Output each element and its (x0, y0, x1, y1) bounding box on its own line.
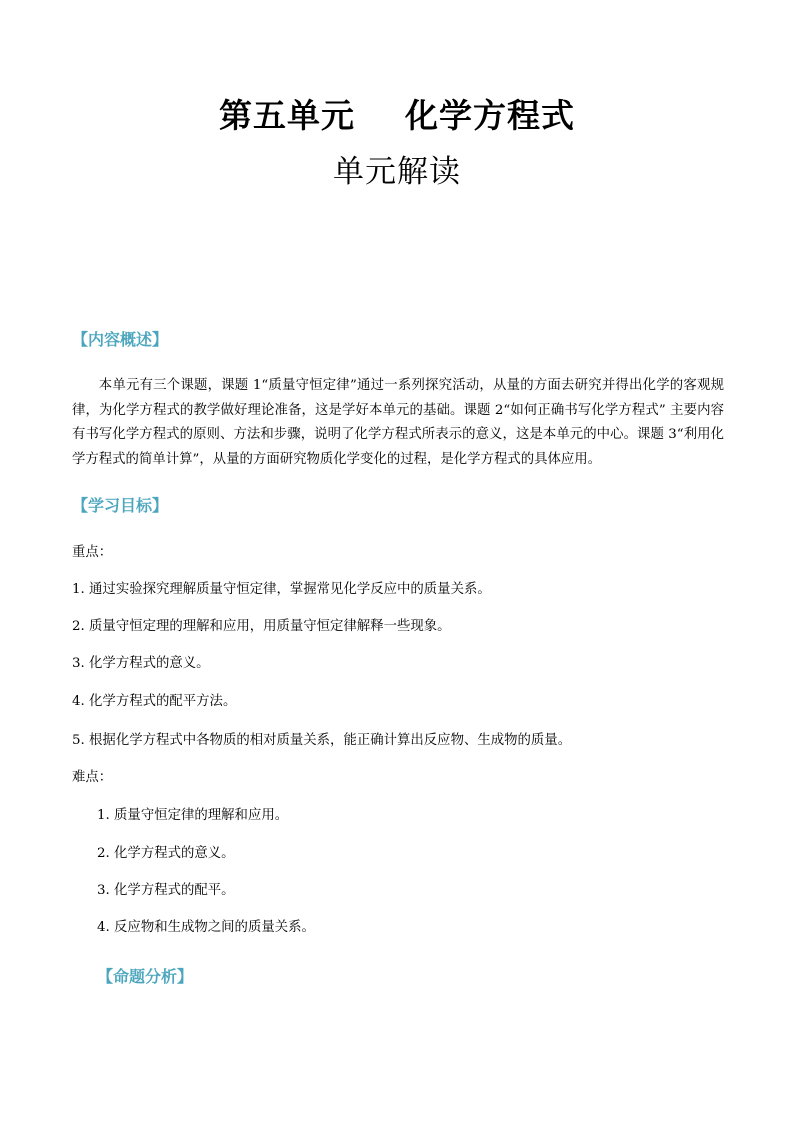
document-subtitle: 单元解读 (333, 154, 461, 190)
section-heading-analysis: 【命题分析】 (97, 967, 194, 986)
section-heading-overview: 【内容概述】 (72, 330, 169, 349)
key-point-item: 4. 化学方程式的配平方法。 (72, 694, 237, 709)
document-title: 第五单元 化学方程式 (219, 96, 575, 135)
key-point-item: 2. 质量守恒定理的理解和应用，用质量守恒定律解释一些现象。 (72, 619, 451, 634)
difficult-point-item: 4. 反应物和生成物之间的质量关系。 (97, 920, 315, 935)
difficult-point-item: 3. 化学方程式的配平。 (97, 883, 235, 898)
section-heading-objectives: 【学习目标】 (72, 496, 169, 515)
key-points-label: 重点： (72, 545, 113, 560)
overview-paragraph: 本单元有三个课题，课题 1“质量守恒定律”通过一系列探究活动，从量的方面去研究并得出化学的客观规律，为化学方程式的教学做好理论准备，这是学好本单元的基础。课题 2“如何正确书写化学方程式” 主要内容有书写化学方程式的原则、方法和步骤，说明了化学方程式所表示的意义，这是本单元的中心。课题 3“利用化学方程式的简单计算”，从量的方面研究物质化学变化的过程，是化学方程式的具体应用。 (72, 378, 724, 467)
difficult-points-label: 难点： (72, 770, 113, 785)
key-point-item: 1. 通过实验探究理解质量守恒定律，掌握常见化学反应中的质量关系。 (72, 582, 491, 597)
difficult-point-item: 1. 质量守恒定律的理解和应用。 (97, 808, 289, 823)
key-point-item: 3. 化学方程式的意义。 (72, 656, 210, 671)
key-point-item: 5. 根据化学方程式中各物质的相对质量关系，能正确计算出反应物、生成物的质量。 (72, 733, 572, 748)
difficult-point-item: 2. 化学方程式的意义。 (97, 846, 235, 861)
